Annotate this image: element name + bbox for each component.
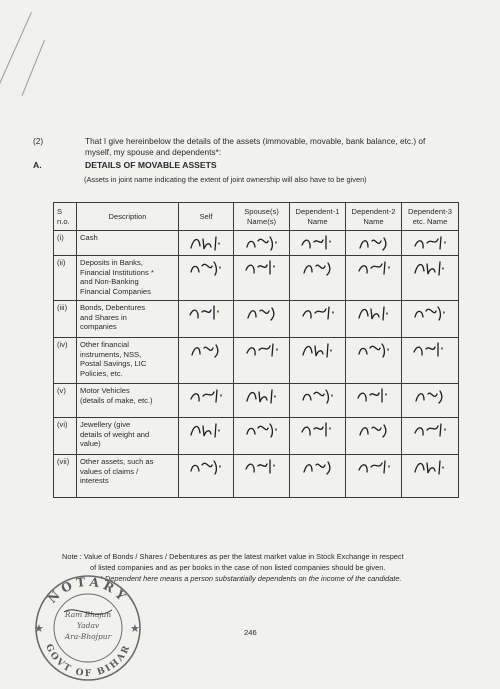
handwritten-nil-entry [179,338,234,384]
footnote-line: Note : Value of Bonds / Shares / Debentures as per the latest market value in Stock Exchange in respect [62,552,404,561]
handwritten-nil-entry [179,256,234,301]
row-serial-number: (iv) [54,338,77,384]
footnote-line: of listed companies and as per books in the case of non listed companies should be given. [90,563,386,572]
handwriting-mark [188,233,224,253]
handwritten-nil-entry [402,256,459,301]
table-row [54,455,459,498]
handwritten-nil-entry [234,301,290,338]
handwriting-mark [244,386,280,406]
handwritten-nil-entry [234,256,290,301]
handwritten-nil-entry [179,384,234,418]
handwriting-mark [412,386,448,406]
handwriting-mark [412,258,448,278]
handwritten-nil-entry [346,231,402,256]
table-row [54,418,459,455]
row-serial-number: (ii) [54,256,77,301]
seal-place: Ara-Bhojpur [64,632,112,641]
handwriting-mark [244,420,280,440]
handwriting-mark [356,457,392,477]
row-serial-number: (vi) [54,418,77,455]
star-icon: ★ [34,623,44,635]
handwriting-mark [412,457,448,477]
row-description: Jewellery (give details of weight and value) [77,418,179,455]
row-serial-number: (v) [54,384,77,418]
seal-top-text: NOTARY [45,574,131,606]
handwriting-mark [300,457,336,477]
row-description: Cash [77,231,179,256]
handwriting-mark [300,340,336,360]
handwriting-mark [356,258,392,278]
handwriting-mark [244,303,280,323]
row-serial-number: (i) [54,231,77,256]
handwritten-nil-entry [234,418,290,455]
handwriting-mark [300,420,336,440]
header-spouse: Spouse(s) Name(s) [234,203,290,231]
handwritten-nil-entry [290,301,346,338]
scan-artifact-line [22,40,45,96]
handwriting-mark [244,258,280,278]
section-subnote: (Assets in joint name indicating the extent of joint ownership will also have to be given) [84,175,367,184]
handwriting-mark [244,340,280,360]
handwritten-nil-entry [290,455,346,498]
handwritten-nil-entry [402,384,459,418]
svg-text:NOTARY [45,574,131,605]
handwriting-mark [412,303,448,323]
row-description: Bonds, Debentures and Shares in companies [77,301,179,338]
header-self: Self [179,203,234,231]
handwritten-nil-entry [402,338,459,384]
table-row [54,301,459,338]
handwriting-mark [356,233,392,253]
star-icon: ★ [130,623,140,635]
header-dependent-2: Dependent-2 Name [346,203,402,231]
table-body [54,231,459,498]
section-title: DETAILS OF MOVABLE ASSETS [85,160,217,170]
notary-seal-stamp [24,566,152,684]
handwritten-nil-entry [179,301,234,338]
row-description: Deposits in Banks, Financial Institutions * and Non-Banking Financial Companies [77,256,179,301]
section-label: A. [33,160,42,170]
handwriting-mark [356,420,392,440]
handwritten-nil-entry [290,338,346,384]
movable-assets-table [53,202,459,498]
seal-name-line2: Yadav [76,621,100,630]
handwritten-nil-entry [402,301,459,338]
table-row [54,256,459,301]
handwriting-mark [300,303,336,323]
handwritten-nil-entry [290,384,346,418]
handwriting-mark [188,258,224,278]
table-row [54,384,459,418]
handwriting-mark [356,303,392,323]
paragraph-number: (2) [33,136,44,146]
handwritten-nil-entry [290,418,346,455]
handwriting-mark [412,340,448,360]
handwritten-nil-entry [290,231,346,256]
table-header-row [54,203,459,231]
handwritten-nil-entry [290,256,346,301]
handwritten-nil-entry [402,455,459,498]
header-sno: S n.o. [54,203,77,231]
row-serial-number: (iii) [54,301,77,338]
header-dependent-3: Dependent-3 etc. Name [402,203,459,231]
handwritten-nil-entry [346,338,402,384]
handwriting-mark [188,386,224,406]
handwritten-nil-entry [179,231,234,256]
handwritten-nil-entry [234,338,290,384]
handwriting-mark [300,386,336,406]
handwriting-mark [412,420,448,440]
row-serial-number: (vii) [54,455,77,498]
handwritten-nil-entry [346,384,402,418]
handwritten-nil-entry [346,455,402,498]
handwritten-nil-entry [402,231,459,256]
handwriting-mark [300,233,336,253]
handwriting-mark [188,303,224,323]
header-description: Description [77,203,179,231]
handwritten-nil-entry [179,418,234,455]
paragraph-text: That I give hereinbelow the details of the assets (immovable, movable, bank balance, etc.) of myself, my spouse and dependents*: [85,136,426,157]
seal-bottom-text: GOVT OF BIHAR [43,642,133,680]
handwriting-mark [188,420,224,440]
handwritten-nil-entry [234,455,290,498]
handwriting-mark [300,258,336,278]
handwritten-nil-entry [234,384,290,418]
handwritten-nil-entry [346,301,402,338]
row-description: Other financial instruments, NSS, Postal Savings, LIC Policies, etc. [77,338,179,384]
row-description: Other assets, such as values of claims / interests [77,455,179,498]
handwritten-nil-entry [402,418,459,455]
svg-text:GOVT OF BIHAR [43,643,133,679]
table-row [54,338,459,384]
handwritten-nil-entry [179,455,234,498]
page-number: 246 [244,628,257,637]
footnote-line: * Dependent here means a person substantially dependents on the income of the candidate. [100,574,402,583]
handwriting-mark [356,386,392,406]
seal-outline-icon [24,566,152,684]
handwriting-mark [244,233,280,253]
handwritten-nil-entry [346,418,402,455]
handwritten-nil-entry [234,231,290,256]
handwriting-mark [412,233,448,253]
header-dependent-1: Dependent-1 Name [290,203,346,231]
handwriting-mark [244,457,280,477]
row-description: Motor Vehicles (details of make, etc.) [77,384,179,418]
table-row [54,231,459,256]
scan-artifact-line [0,12,32,122]
handwriting-mark [356,340,392,360]
handwritten-nil-entry [346,256,402,301]
seal-name-line1: Ram Bhajan [64,610,112,619]
handwriting-mark [188,340,224,360]
handwriting-mark [188,457,224,477]
